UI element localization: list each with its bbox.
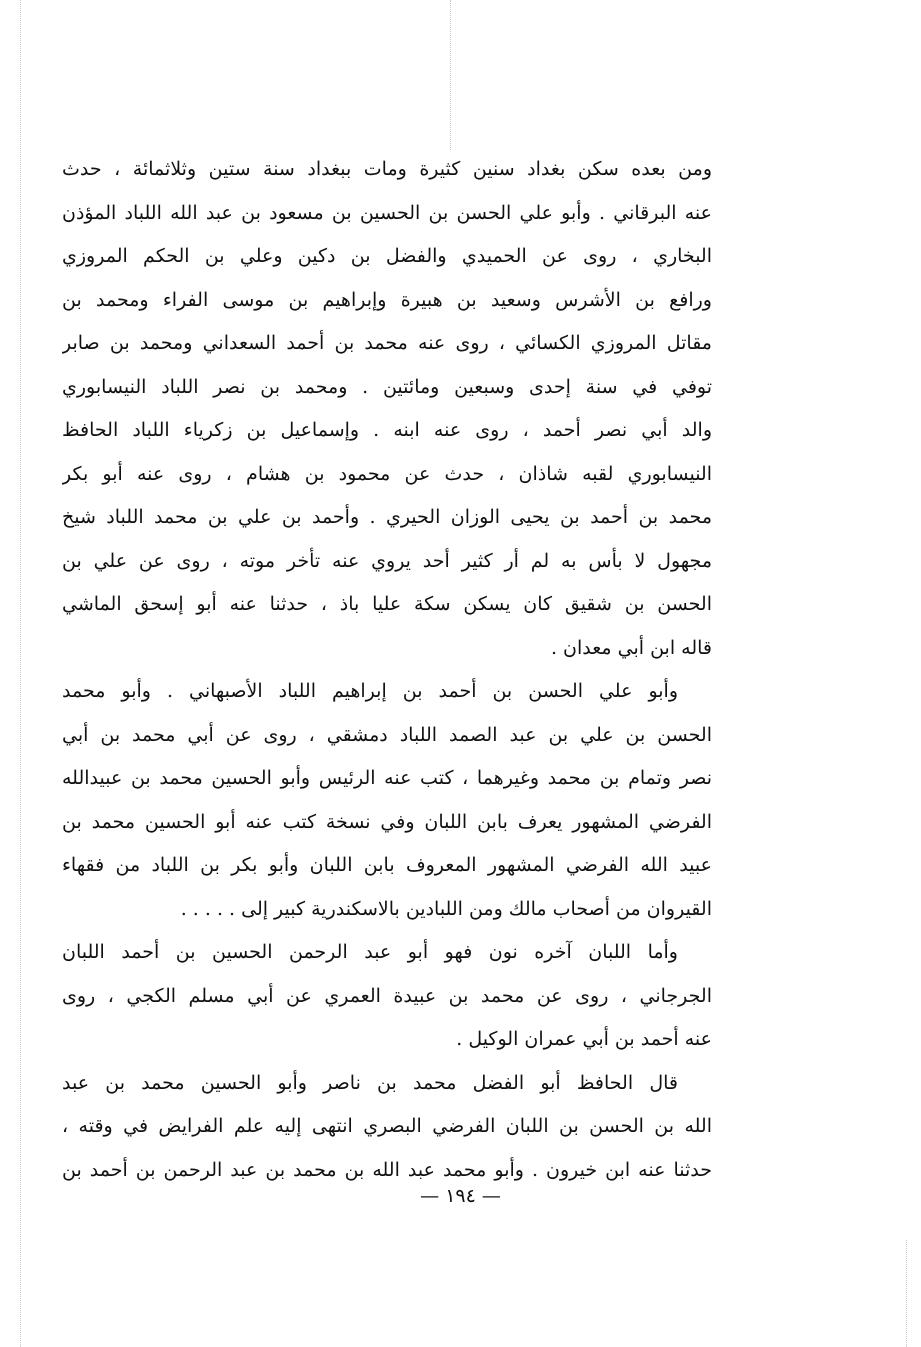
text-line: قال الحافظ أبو الفضل محمد بن ناصر وأبو الحسين محمد بن عبد <box>62 1071 678 1094</box>
text-line: عنه البرقاني . وأبو علي الحسن بن الحسين بن مسعود بن عبد الله اللباد المؤذن <box>62 201 712 224</box>
scan-margin-artifact <box>450 0 452 150</box>
page-number: — ١٩٤ — <box>420 1185 501 1207</box>
text-line: عبيد الله الفرضي المشهور المعروف بابن اللبان وأبو بكر بن اللباد من فقهاء <box>62 854 712 876</box>
text-line: والد أبي نصر أحمد ، روى عنه ابنه . وإسماعيل بن زكرياء اللباد الحافظ <box>62 419 712 441</box>
text-line: قاله ابن أبي معدان . <box>550 636 712 659</box>
text-line: النيسابوري لقبه شاذان ، حدث عن محمود بن هشام ، روى عنه أبو بكر <box>62 462 712 485</box>
text-line: الفرضي المشهور يعرف بابن اللبان وفي نسخة كتب عنه أبو الحسين محمد بن <box>62 810 712 833</box>
text-line: مقاتل المروزي الكسائي ، روى عنه محمد بن أحمد السعداني ومحمد بن صابر <box>62 332 712 354</box>
text-line: ورافع بن الأشرس وسعيد بن هبيرة وإبراهيم بن موسى الفراء ومحمد بن <box>62 288 712 311</box>
scan-margin-artifact <box>906 1240 908 1347</box>
text-line: نصر وتمام بن محمد وغيرهما ، كتب عنه الرئيس وأبو الحسين محمد بن عبيدالله <box>62 767 712 789</box>
text-line: الحسن بن علي بن عبد الصمد اللباد دمشقي ، روى عن أبي محمد بن أبي <box>62 723 712 746</box>
paragraph-1 <box>62 148 712 670</box>
paragraph-4 <box>62 1062 712 1193</box>
text-line: محمد بن أحمد بن يحيى الوزان الحيري . وأحمد بن علي بن محمد اللباد شيخ <box>62 506 712 528</box>
text-line: البخاري ، روى عن الحميدي والفضل بن دكين وعلي بن الحكم المروزي <box>62 245 712 267</box>
text-line: عنه أحمد بن أبي عمران الوكيل . <box>456 1028 712 1050</box>
paragraph-3 <box>62 931 712 1062</box>
text-line: حدثنا عنه ابن خيرون . وأبو محمد عبد الله بن محمد بن عبد الرحمن بن أحمد بن <box>62 1158 712 1181</box>
paragraph-2 <box>62 670 712 931</box>
scan-margin-artifact <box>20 0 22 1347</box>
text-line: ومن بعده سكن بغداد سنين كثيرة ومات ببغداد سنة ستين وثلاثمائة ، حدث <box>62 158 712 180</box>
text-line: وأما اللبان آخره نون فهو أبو عبد الرحمن الحسين بن أحمد اللبان <box>62 941 678 963</box>
text-line: القيروان من أصحاب مالك ومن اللبادين بالاسكندرية كبير إلى . . . . . <box>180 897 712 920</box>
text-line: الله بن الحسن بن اللبان الفرضي البصري انتهى إليه علم الفرايض في وقته ، <box>62 1115 712 1137</box>
text-line: وأبو علي الحسن بن أحمد بن إبراهيم اللباد الأصبهاني . وأبو محمد <box>62 680 678 702</box>
body-text <box>62 148 712 1192</box>
text-line: مجهول لا بأس به لم أر كثير أحد يروي عنه تأخر موته ، روى عن علي بن <box>62 549 712 572</box>
text-line: الحسن بن شقيق كان يسكن سكة عليا باذ ، حدثنا عنه أبو إسحق الماشي <box>62 593 712 615</box>
text-line: الجرجاني ، روى عن محمد بن عبيدة العمري عن أبي مسلم الكجي ، روى <box>62 984 712 1007</box>
text-line: توفي في سنة إحدى وسبعين ومائتين . ومحمد بن نصر اللباد النيسابوري <box>62 375 712 398</box>
